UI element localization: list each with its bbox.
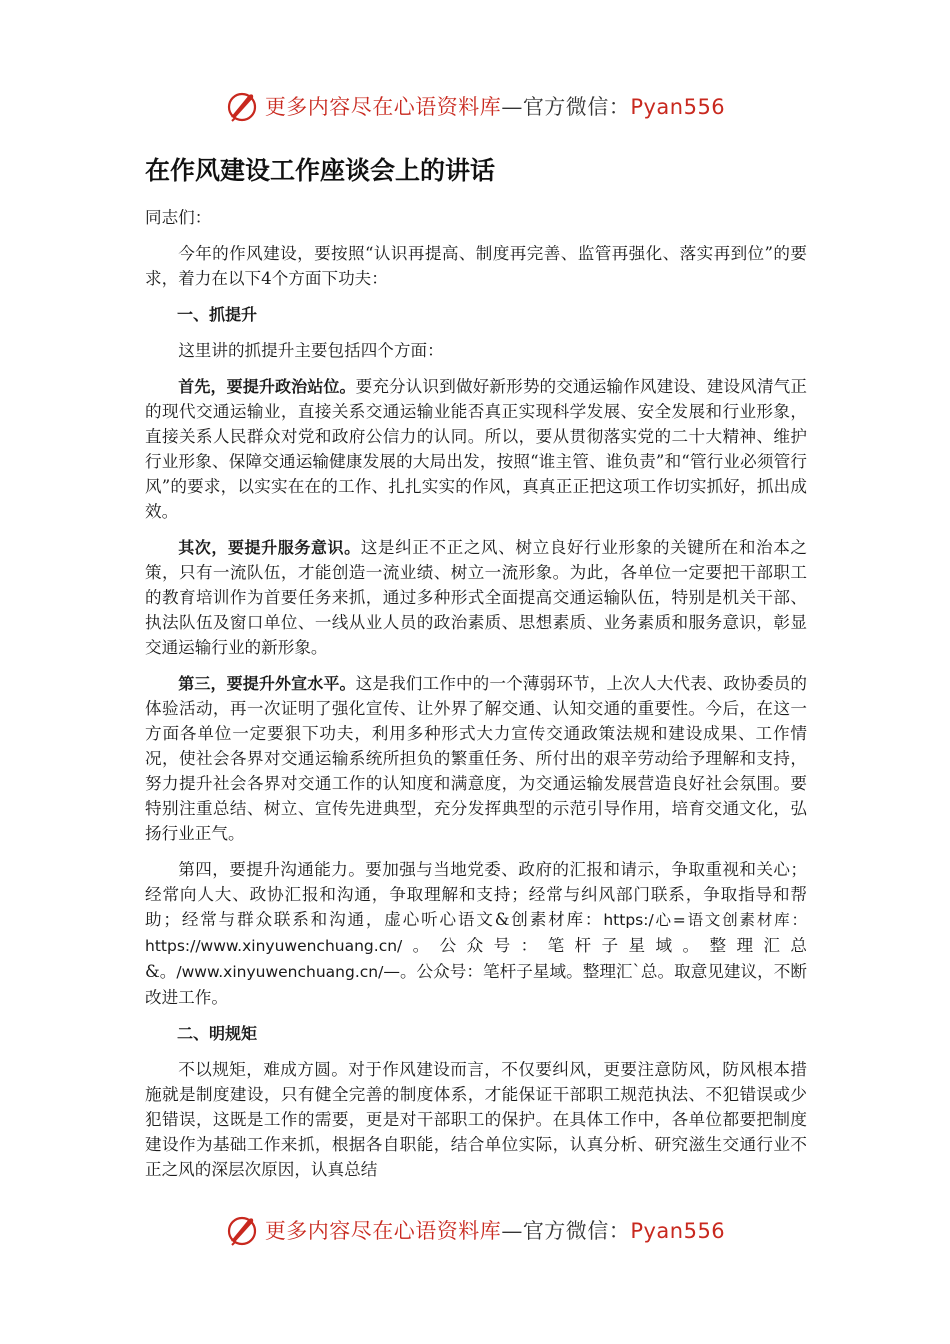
feather-pen-logo	[225, 1213, 259, 1247]
section1-paragraph-2	[145, 535, 807, 660]
document-title: 在作风建设工作座谈会上的讲话	[145, 156, 496, 185]
paragraph-body: 这是我们工作中的一个薄弱环节，上次人大代表、政协委员的体验活动，再一次证明了强化宣传、让外界了解交通、认知交通的重要性。今后，在这一方面各单位一定要狠下功夫，利用多种形式大力宣传交通政策法规和建设成果、工作情况，使社会各界对交通运输系统所担负的繁重任务、所付出的艰辛劳动给予理解和支持，努力提升社会各界对交通工作的认知度和满意度，为交通运输发展营造良好社会氛围。要特别注重总结、树立、宣传先进典型，充分发挥典型的示范引导作用，培育交通文化，弘扬行业正气。	[145, 674, 807, 843]
header-banner	[0, 84, 950, 128]
footer-banner	[0, 1208, 950, 1252]
paragraph-body: 这是纠正不正之风、树立良好行业形象的关键所在和治本之策，只有一流队伍，才能创造一流业绩、树立一流形象。为此，各单位一定要把干部职工的教育培训作为首要任务来抓，通过多种形式全面提高交通运输队伍，特别是机关干部、执法队伍及窗口单位、一线从业人员的政治素质、思想素质、业务素质和服务意识，彰显交通运输行业的新形象。	[145, 538, 807, 657]
banner-main-text: 更多内容尽在心语资料库	[264, 1219, 502, 1243]
banner-official-label: 官方微信：	[522, 95, 631, 119]
salutation: 同志们：	[145, 208, 212, 227]
section-heading-2: 二、明规矩	[177, 1024, 258, 1043]
banner-dash: —	[501, 1219, 523, 1243]
section-heading-1: 一、抓提升	[177, 305, 258, 324]
banner-dash: —	[501, 95, 523, 119]
banner-text	[265, 91, 725, 121]
paragraph-lead: 第三，要提升外宣水平。	[178, 674, 356, 693]
embedded-url-2: /www.xinyuwenchuang.cn/	[176, 963, 384, 981]
document-body	[145, 205, 807, 1193]
paragraph-lead: 其次，要提升服务意识。	[178, 538, 361, 557]
section1-paragraph-3	[145, 671, 807, 846]
section2-paragraph-1: 不以规矩，难成方圆。对于作风建设而言，不仅要纠风，更要注意防风，防风根本措施就是制度建设，只有健全完善的制度体系，才能保证干部职工规范执法、不犯错误或少犯错误，这既是工作的需要，更是对干部职工的保护。在具体工作中，各单位都要把制度建设作为基础工作来抓，根据各自职能，结合单位实际，认真分析、研究滋生交通行业不正之风的深层次原因，认真总结	[145, 1060, 807, 1179]
section1-paragraph-4	[145, 857, 807, 1010]
banner-text	[265, 1215, 725, 1245]
banner-wechat-id: Pyan556	[630, 95, 726, 119]
banner-wechat-id: Pyan556	[630, 1219, 726, 1243]
section1-intro: 这里讲的抓提升主要包括四个方面：	[178, 341, 444, 360]
section1-paragraph-1	[145, 374, 807, 524]
paragraph-body-part1: 第四，要提升沟通能力。要加强与当地党委、政府的汇报和请示，争取重视和关心；经常向人大、政协汇报和沟通，争取理解和支持；经常与纠风部门联系，争取指导和帮助；经常与群众联系和沟通，虚心听心语文&创素材库：	[145, 860, 807, 929]
feather-pen-logo	[225, 89, 259, 123]
paragraph-body: 要充分认识到做好新形势的交通运输作风建设、建设风清气正的现代交通运输业，直接关系交通运输业能否真正实现科学发展、安全发展和行业形象，直接关系人民群众对党和政府公信力的认同。所以，要从贯彻落实党的二十大精神、维护行业形象、保障交通运输健康发展的大局出发，按照“谁主管、谁负责”和“管行业必须管行风”的要求，以实实在在的工作、扎扎实实的作风，真真正正把这项工作切实抓好，抓出成效。	[145, 377, 807, 521]
banner-official-label: 官方微信：	[522, 1219, 631, 1243]
intro-paragraph: 今年的作风建设，要按照“认识再提高、制度再完善、监管再强化、落实再到位”的要求，着力在以下4个方面下功夫：	[145, 244, 807, 288]
embedded-url-1: https:/心=语文创素材库：https://www.xinyuwenchuang.cn/	[145, 911, 807, 955]
paragraph-body-part2: 。公众号：笔杆子星域。整理汇总&。	[145, 936, 807, 981]
paragraph-lead: 首先，要提升政治站位。	[178, 377, 356, 396]
paragraph-body-part3: —。公众号：笔杆子星域。整理汇`总。取意见建议，不断改进工作。	[145, 962, 807, 1007]
banner-main-text: 更多内容尽在心语资料库	[264, 95, 502, 119]
